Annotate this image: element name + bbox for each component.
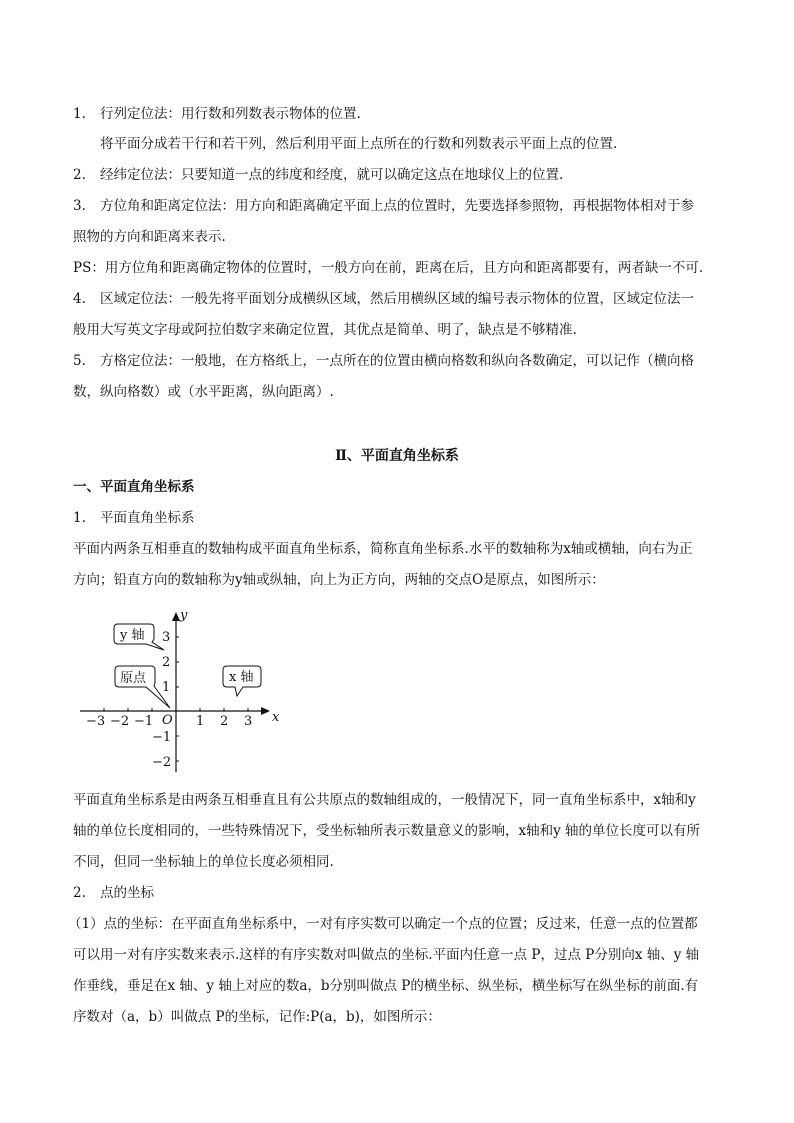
paragraph-line: 平面直角坐标系是由两条互相垂直且有公共原点的数轴组成的，一般情况下，同一直角坐标系中，x轴和y [73, 792, 696, 808]
y-axis-arrow [172, 612, 180, 621]
list-item: 1. 行列定位法：用行数和列数表示物体的位置. [73, 106, 361, 122]
list-item-continuation: 般用大写英文字母或阿拉伯数字来确定位置，其优点是简单、明了，缺点是不够精准. [73, 322, 577, 338]
paragraph-line: 作垂线，垂足在x 轴、y 轴上对应的数a，b分别叫做点 P的横坐标、纵坐标，横坐标写在纵坐标的前面.有 [73, 978, 699, 994]
list-item-continuation: 将平面分成若干行和若干列，然后利用平面上点所在的行数和列数表示平面上点的位置. [100, 136, 618, 152]
x-tick-label: −2 [110, 714, 130, 729]
paragraph-line: 可以用一对有序实数来表示.这样的有序实数对叫做点的坐标.平面内任意一点 P，过点 P分别向x 轴、y 轴 [73, 947, 700, 963]
x-tick-label: 2 [220, 714, 229, 729]
y-axis-callout-text: y 轴 [120, 628, 145, 643]
subsection-title: 一、平面直角坐标系 [73, 479, 195, 495]
paragraph-line: （1）点的坐标：在平面直角坐标系中，一对有序实数可以确定一个点的位置；反过来，任意一点的位置都 [68, 916, 698, 932]
y-tick-label: −1 [152, 730, 172, 745]
x-axis-arrow [261, 707, 270, 715]
y-axis-label: y [180, 608, 188, 623]
origin-label: O [162, 713, 173, 728]
paragraph-line: 平面内两条互相垂直的数轴构成平面直角坐标系，简称直角坐标系.水平的数轴称为x轴或横轴，向右为正 [73, 541, 693, 557]
paragraph-line: 不同，但同一坐标轴上的单位长度必须相同. [73, 854, 334, 870]
paragraph-heading: 2. 点的坐标 [73, 885, 154, 901]
x-axis-label: x [272, 710, 280, 725]
x-tick-label: −1 [134, 714, 154, 729]
origin-callout-text: 原点 [120, 671, 147, 686]
section-title: Ⅱ、平面直角坐标系 [335, 448, 459, 464]
paragraph-line: 方向；铅直方向的数轴称为y轴或纵轴，向上为正方向，两轴的交点O是原点，如图所示： [73, 572, 605, 588]
paragraph-line: 序数对（a，b）叫做点 P的坐标，记作:P(a，b)，如图所示： [73, 1009, 441, 1025]
y-axis-callout [114, 624, 164, 650]
ps-note: PS：用方位角和距离确定物体的位置时，一般方向在前，距离在后，且方向和距离都要有，两者缺一不可. [73, 260, 704, 276]
list-item: 3. 方位角和距离定位法：用方向和距离确定平面上点的位置时，先要选择参照物，再根据物体相对于参 [73, 198, 694, 214]
x-tick-label: −3 [86, 714, 106, 729]
paragraph-line: 轴的单位长度相同的，一些特殊情况下，受坐标轴所表示数量意义的影响，x轴和y 轴的单位长度可以有所 [73, 823, 701, 839]
x-tick-label: 3 [244, 714, 253, 729]
x-axis-callout-text: x 轴 [229, 670, 254, 685]
list-item-continuation: 照物的方向和距离来表示. [73, 229, 226, 245]
y-tick-label: −2 [152, 755, 172, 770]
paragraph-heading: 1. 平面直角坐标系 [73, 510, 195, 526]
list-item: 5. 方格定位法：一般地，在方格纸上，一点所在的位置由横向格数和纵向各数确定，可以记作（横向格 [73, 353, 694, 369]
y-tick-label: 3 [162, 630, 171, 645]
coordinate-system-figure [72, 600, 292, 780]
y-tick-label: 1 [162, 680, 171, 695]
list-item: 4. 区域定位法：一般先将平面划分成横纵区域，然后用横纵区域的编号表示物体的位置，区域定位法一 [73, 291, 694, 307]
y-tick-label: 2 [162, 655, 171, 670]
x-tick-label: 1 [196, 714, 205, 729]
list-item: 2. 经纬定位法：只要知道一点的纬度和经度，就可以确定这点在地球仪上的位置. [73, 167, 564, 183]
list-item-continuation: 数，纵向格数）或（水平距离，纵向距离）. [73, 384, 334, 400]
x-axis-callout [223, 666, 261, 696]
